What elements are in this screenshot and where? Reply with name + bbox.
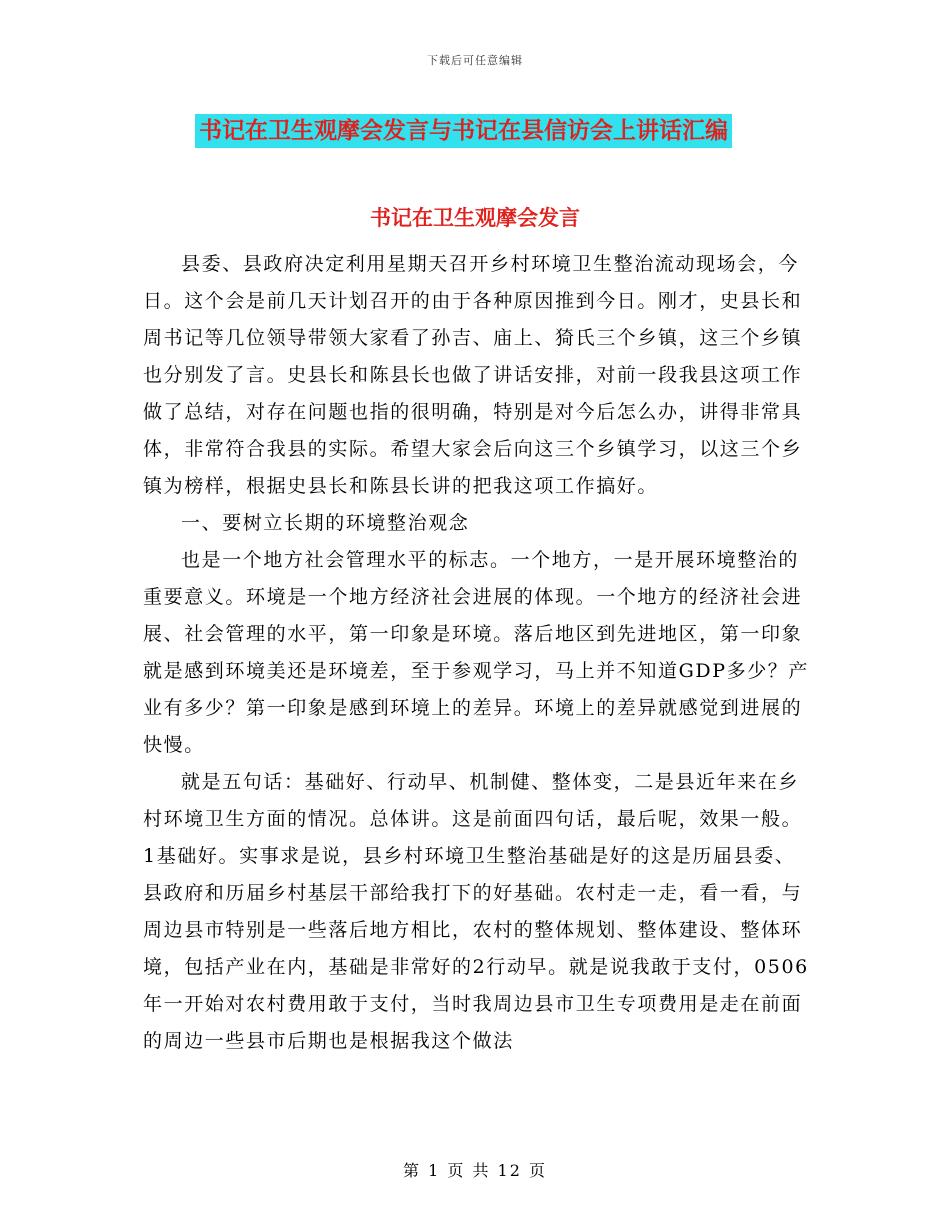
header-note: 下载后可任意编辑 xyxy=(427,54,523,67)
paragraph-1: 县委、县政府决定利用星期天召开乡村环境卫生整治流动现场会，今日。这个会是前几天计划召开的由于各种原因推到今日。刚才，史县长和周书记等几位领导带领大家看了孙吉、庙上、猗氏三个乡镇，这三个乡镇也分别发了言。史县长和陈县长也做了讲话安排，对前一段我县这项工作做了总结，对存在问题也指的很明确，特别是对今后怎么办，讲得非常具体，非常符合我县的实际。希望大家会后向这三个乡镇学习，以这三个乡镇为榜样，根据史县长和陈县长讲的把我这项工作搞好。 xyxy=(143,253,803,497)
paragraph-2: 也是一个地方社会管理水平的标志。一个地方，一是开展环境整治的重要意义。环境是一个地方经济社会进展的体现。一个地方的经济社会进展、社会管理的水平，第一印象是环境。落后地区到先进地区，第一印象就是感到环境美还是环境差，至于参观学习，马上并不知道GDP多少？产业有多少？第一印象是感到环境上的差异。环境上的差异就感觉到进展的快慢。 xyxy=(143,549,809,756)
page-number-footer: 第 1 页 共 12 页 xyxy=(403,1161,547,1180)
subheading-1: 一、要树立长期的环境整治观念 xyxy=(181,512,470,534)
paragraph-3: 就是五句话：基础好、行动早、机制健、整体变，二是县近年来在乡村环境卫生方面的情况。总体讲。这是前面四句话，最后呢，效果一般。1基础好。实事求是说，县乡村环境卫生整治基础是好的这是历届县委、县政府和历届乡村基层干部给我打下的好基础。农村走一走，看一看，与周边县市特别是一些落后地方相比，农村的整体规划、整体建设、整体环境，包括产业在内，基础是非常好的2行动早。就是说我敢于支付，0506年一开始对农村费用敢于支付，当时我周边县市卫生专项费用是走在前面的周边一些县市后期也是根据我这个做法 xyxy=(143,771,809,1052)
document-body xyxy=(143,246,813,1060)
document-main-title: 书记在卫生观摩会发言与书记在县信访会上讲话汇编 xyxy=(195,114,732,148)
section-title: 书记在卫生观摩会发言 xyxy=(370,205,580,230)
